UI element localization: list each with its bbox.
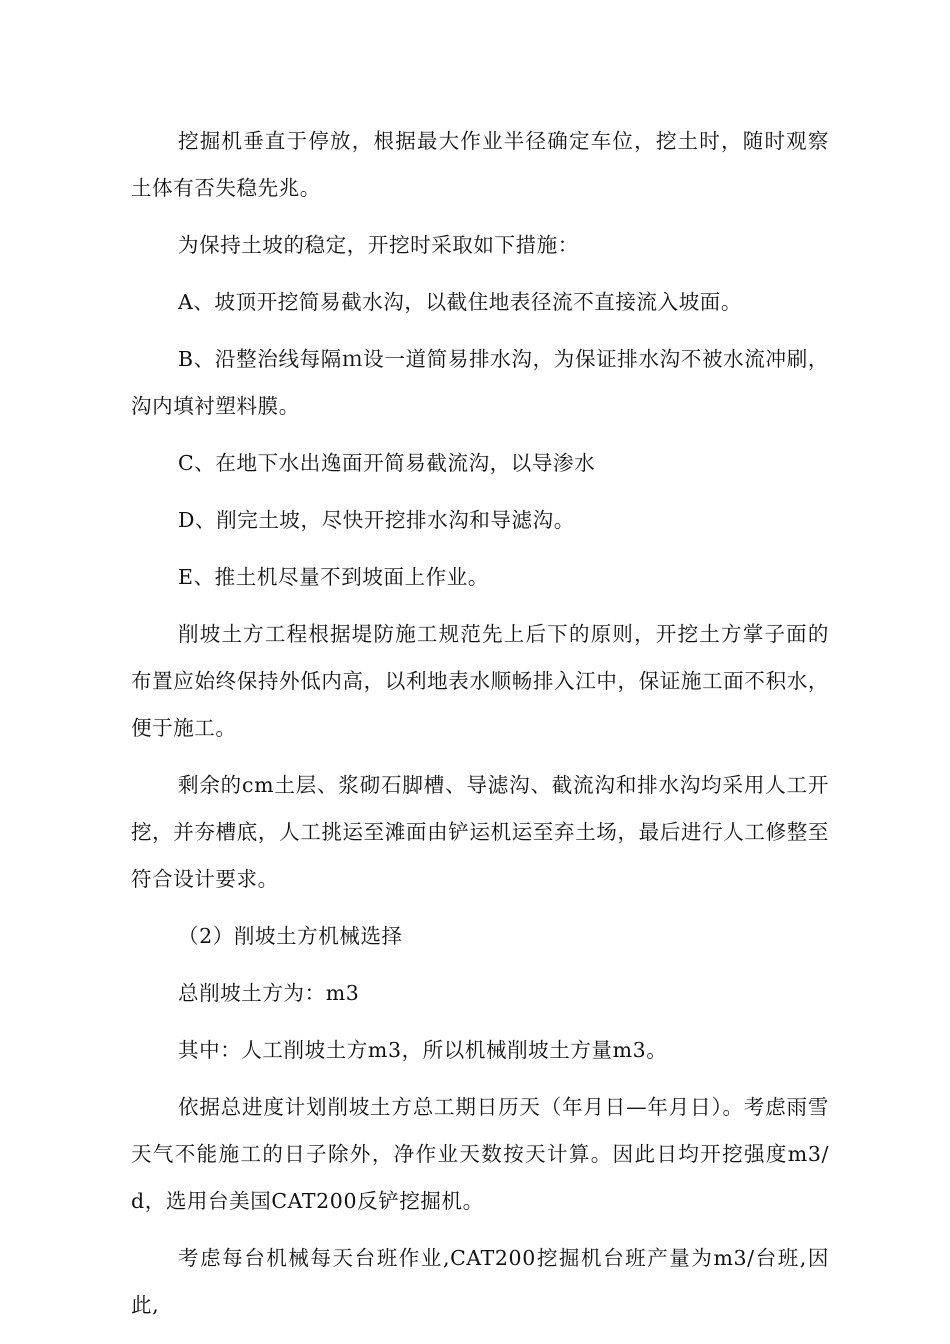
paragraph-excavator-parking: 挖掘机垂直于停放，根据最大作业半径确定车位，挖土时，随时观察土体有否失稳先兆。 — [131, 129, 829, 200]
paragraph-schedule-intensity: 依据总进度计划削坡土方总工期日历天（年月日—年月日）。考虑雨雪天气不能施工的日子除外，净作业天数按天计算。因此日均开挖强度m3/d，选用台美国CAT200反铲挖掘机。 — [131, 1095, 829, 1213]
paragraph-shift-output: 考虑每台机械每天台班作业,CAT200挖掘机台班产量为m3/台班,因此, — [131, 1246, 829, 1317]
section-heading-machine-selection: （2）削坡土方机械选择 — [178, 924, 403, 948]
paragraph-measure-a: A、坡顶开挖简易截水沟，以截住地表径流不直接流入坡面。 — [178, 290, 743, 314]
paragraph-measure-c: C、在地下水出逸面开简易截流沟，以导渗水 — [178, 451, 596, 475]
paragraph-manual-excavation: 剩余的cm土层、浆砌石脚槽、导滤沟、截流沟和排水沟均采用人工开挖，并夯槽底，人工挑运至滩面由铲运机运至弃土场，最后进行人工修整至符合设计要求。 — [131, 773, 829, 891]
paragraph-volume-split: 其中：人工削坡土方m3，所以机械削坡土方量m3。 — [178, 1038, 668, 1062]
document-body — [131, 118, 829, 1329]
paragraph-excavation-order: 削坡土方工程根据堤防施工规范先上后下的原则，开挖土方掌子面的布置应始终保持外低内高，以利地表水顺畅排入江中，保证施工面不积水，便于施工。 — [131, 622, 829, 740]
paragraph-measure-b: B、沿整治线每隔ｍ设一道简易排水沟，为保证排水沟不被水流冲刷，沟内填衬塑料膜。 — [131, 347, 829, 418]
paragraph-measure-d: D、削完土坡，尽快开挖排水沟和导滤沟。 — [178, 508, 575, 532]
paragraph-measure-e: E、推土机尽量不到坡面上作业。 — [178, 565, 489, 589]
paragraph-total-volume: 总削坡土方为：m3 — [178, 981, 360, 1005]
paragraph-slope-stability-measures: 为保持土坡的稳定，开挖时采取如下措施： — [178, 233, 579, 257]
